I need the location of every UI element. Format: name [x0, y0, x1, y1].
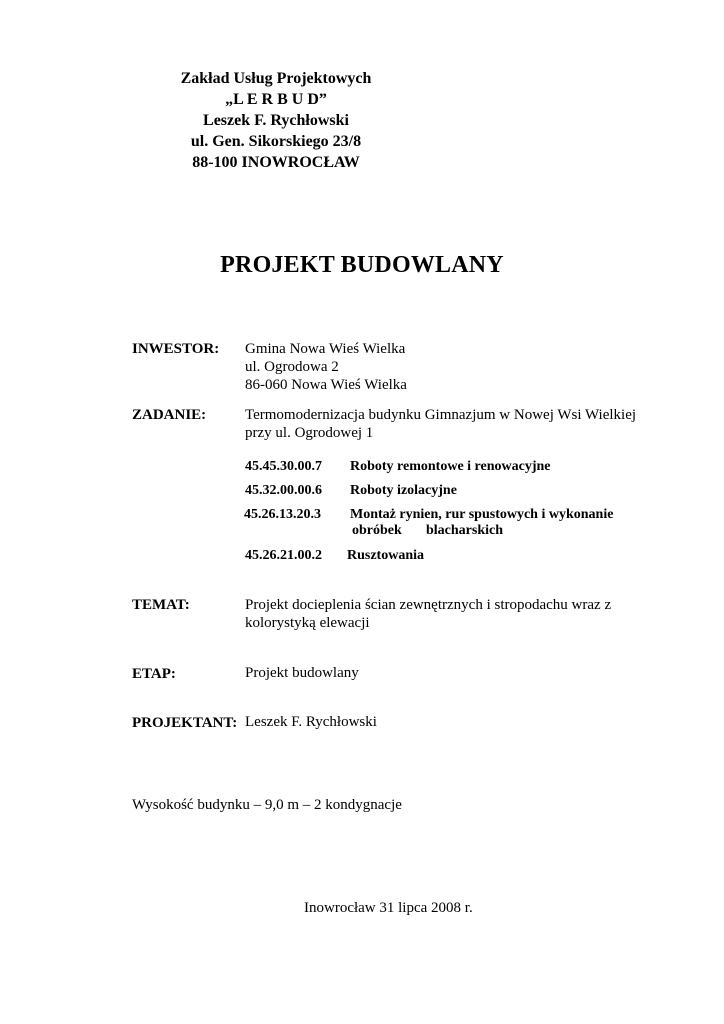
company-street: ul. Gen. Sikorskiego 23/8: [190, 133, 362, 150]
company-city: 88-100 INOWROCŁAW: [192, 154, 360, 171]
cpv-desc-1: Roboty remontowe i renowacyjne: [350, 459, 551, 474]
zadanie-text-line1: Termomodernizacja budynku Gimnazjum w Nowej Wsi Wielkiej: [245, 407, 637, 423]
cpv-desc-2: Roboty izolacyjne: [350, 483, 457, 498]
cpv-desc-3-cont-b: blacharskich: [426, 523, 504, 538]
etap-label: ETAP:: [132, 666, 176, 682]
projektant-label: PROJEKTANT:: [132, 715, 238, 731]
zadanie-value: [245, 406, 645, 442]
inwestor-street: ul. Ogrodowa 2: [245, 359, 339, 375]
cpv-code-1: 45.45.30.00.7: [245, 459, 322, 474]
temat-label: TEMAT:: [132, 597, 190, 613]
document-title: PROJEKT BUDOWLANY: [220, 252, 504, 278]
company-header: [160, 68, 392, 173]
projektant-value: Leszek F. Rychłowski: [245, 714, 377, 730]
cpv-desc-3: Montaż rynien, rur spustowych i wykonanie: [350, 507, 614, 522]
temat-value: [245, 596, 645, 632]
inwestor-label: INWESTOR:: [132, 341, 220, 357]
company-owner: Leszek F. Rychłowski: [203, 112, 349, 129]
place-date: Inowrocław 31 lipca 2008 r.: [304, 900, 473, 916]
cpv-desc-3-cont-a: obróbek: [352, 523, 402, 538]
etap-value: Projekt budowlany: [245, 665, 359, 681]
zadanie-label: ZADANIE:: [132, 407, 207, 423]
inwestor-value: [245, 340, 645, 394]
cpv-code-4: 45.26.21.00.2: [245, 548, 322, 563]
cpv-code-3: 45.26.13.20.3: [244, 507, 321, 522]
company-name: Zakład Usług Projektowych: [180, 70, 372, 87]
zadanie-text-line2: przy ul. Ogrodowej 1: [245, 425, 374, 441]
company-brand: „L E R B U D”: [225, 91, 327, 108]
building-height-note: Wysokość budynku – 9,0 m – 2 kondygnacje: [132, 797, 402, 813]
inwestor-name: Gmina Nowa Wieś Wielka: [245, 341, 406, 357]
temat-text-line2: kolorystyką elewacji: [245, 615, 370, 631]
cpv-desc-4: Rusztowania: [347, 548, 425, 563]
temat-text-line1: Projekt docieplenia ścian zewnętrznych i stropodachu wraz z: [245, 597, 612, 613]
cpv-code-2: 45.32.00.00.6: [245, 483, 322, 498]
inwestor-city: 86-060 Nowa Wieś Wielka: [245, 377, 407, 393]
